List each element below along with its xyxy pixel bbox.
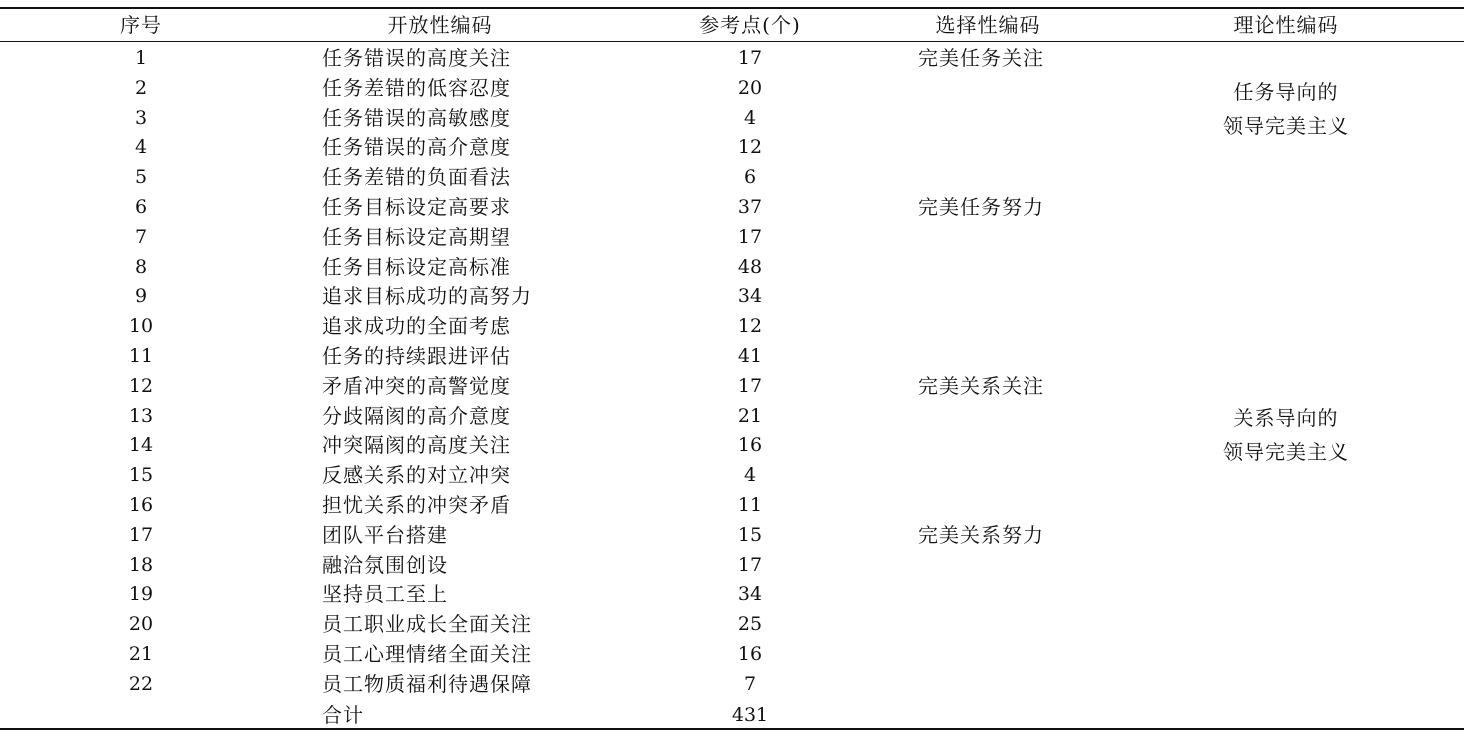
row-reference-points: 7 — [743, 673, 757, 695]
row-reference-points: 4 — [743, 107, 757, 129]
theory-task-oriented — [1186, 75, 1386, 143]
row-open-coding: 融洽氛围创设 — [322, 553, 448, 577]
table-top-rule — [0, 7, 1464, 9]
row-open-coding: 任务错误的高介意度 — [322, 135, 511, 159]
row-open-coding: 任务目标设定高标准 — [322, 255, 511, 279]
row-reference-points: 15 — [737, 524, 763, 546]
row-number: 1 — [134, 47, 148, 69]
row-number: 11 — [128, 345, 154, 367]
row-reference-points: 34 — [737, 285, 763, 307]
table-bottom-rule — [0, 728, 1464, 730]
row-open-coding: 员工物质福利待遇保障 — [322, 672, 532, 696]
row-number: 3 — [134, 107, 148, 129]
header-theoretical-coding: 理论性编码 — [1233, 13, 1339, 37]
row-open-coding: 任务错误的高度关注 — [322, 46, 511, 70]
row-number: 9 — [134, 285, 148, 307]
row-reference-points: 16 — [737, 434, 763, 456]
table-header-rule — [0, 41, 1464, 42]
row-number: 8 — [134, 256, 148, 278]
row-open-coding: 任务差错的负面看法 — [322, 165, 511, 189]
row-number: 21 — [128, 643, 154, 665]
header-selective-coding: 选择性编码 — [935, 13, 1041, 37]
row-open-coding: 冲突隔阂的高度关注 — [322, 433, 511, 457]
row-reference-points: 37 — [737, 196, 763, 218]
row-reference-points: 6 — [743, 166, 757, 188]
row-number: 15 — [128, 464, 154, 486]
row-open-coding: 任务目标设定高期望 — [322, 225, 511, 249]
row-open-coding: 坚持员工至上 — [322, 582, 448, 606]
row-open-coding: 任务的持续跟进评估 — [322, 344, 511, 368]
row-open-coding: 员工心理情绪全面关注 — [322, 642, 532, 666]
row-open-coding: 任务错误的高敏感度 — [322, 106, 511, 130]
row-reference-points: 17 — [737, 226, 763, 248]
row-reference-points: 12 — [737, 315, 763, 337]
row-reference-points: 34 — [737, 583, 763, 605]
total-label: 合计 — [322, 703, 364, 727]
row-reference-points: 21 — [737, 405, 763, 427]
row-number: 19 — [128, 583, 154, 605]
row-number: 7 — [134, 226, 148, 248]
header-open-coding: 开放性编码 — [387, 13, 493, 37]
row-number: 13 — [128, 405, 154, 427]
row-open-coding: 团队平台搭建 — [322, 523, 448, 547]
row-selective-coding: 完美关系努力 — [918, 523, 1044, 547]
row-number: 4 — [134, 136, 148, 158]
row-number: 12 — [128, 375, 154, 397]
header-reference-points: 参考点(个) — [699, 13, 801, 37]
row-number: 10 — [128, 315, 154, 337]
theory-task-line2: 领导完美主义 — [1223, 114, 1349, 138]
row-selective-coding: 完美任务努力 — [918, 195, 1044, 219]
row-number: 22 — [128, 673, 154, 695]
row-number: 20 — [128, 613, 154, 635]
row-reference-points: 17 — [737, 375, 763, 397]
theory-relationship-line1: 关系导向的 — [1233, 406, 1339, 430]
row-reference-points: 41 — [737, 345, 763, 367]
row-reference-points: 4 — [743, 464, 757, 486]
row-reference-points: 12 — [737, 136, 763, 158]
row-reference-points: 17 — [737, 47, 763, 69]
header-number: 序号 — [120, 13, 162, 37]
theory-relationship-oriented — [1186, 401, 1386, 469]
row-open-coding: 分歧隔阂的高介意度 — [322, 404, 511, 428]
row-number: 5 — [134, 166, 148, 188]
row-reference-points: 20 — [737, 77, 763, 99]
row-open-coding: 追求目标成功的高努力 — [322, 284, 532, 308]
row-open-coding: 任务目标设定高要求 — [322, 195, 511, 219]
row-reference-points: 11 — [737, 494, 763, 516]
theory-relationship-line2: 领导完美主义 — [1223, 440, 1349, 464]
row-open-coding: 担忧关系的冲突矛盾 — [322, 493, 511, 517]
row-selective-coding: 完美任务关注 — [918, 46, 1044, 70]
row-number: 17 — [128, 524, 154, 546]
row-number: 14 — [128, 434, 154, 456]
row-number: 2 — [134, 77, 148, 99]
row-reference-points: 48 — [737, 256, 763, 278]
row-number: 16 — [128, 494, 154, 516]
row-open-coding: 任务差错的低容忍度 — [322, 76, 511, 100]
row-selective-coding: 完美关系关注 — [918, 374, 1044, 398]
row-number: 6 — [134, 196, 148, 218]
row-reference-points: 25 — [737, 613, 763, 635]
row-open-coding: 员工职业成长全面关注 — [322, 612, 532, 636]
theory-task-line1: 任务导向的 — [1233, 80, 1339, 104]
row-open-coding: 矛盾冲突的高警觉度 — [322, 374, 511, 398]
row-reference-points: 17 — [737, 554, 763, 576]
row-reference-points: 16 — [737, 643, 763, 665]
row-open-coding: 追求成功的全面考虑 — [322, 314, 511, 338]
total-reference-points: 431 — [731, 704, 769, 726]
row-number: 18 — [128, 554, 154, 576]
row-open-coding: 反感关系的对立冲突 — [322, 463, 511, 487]
